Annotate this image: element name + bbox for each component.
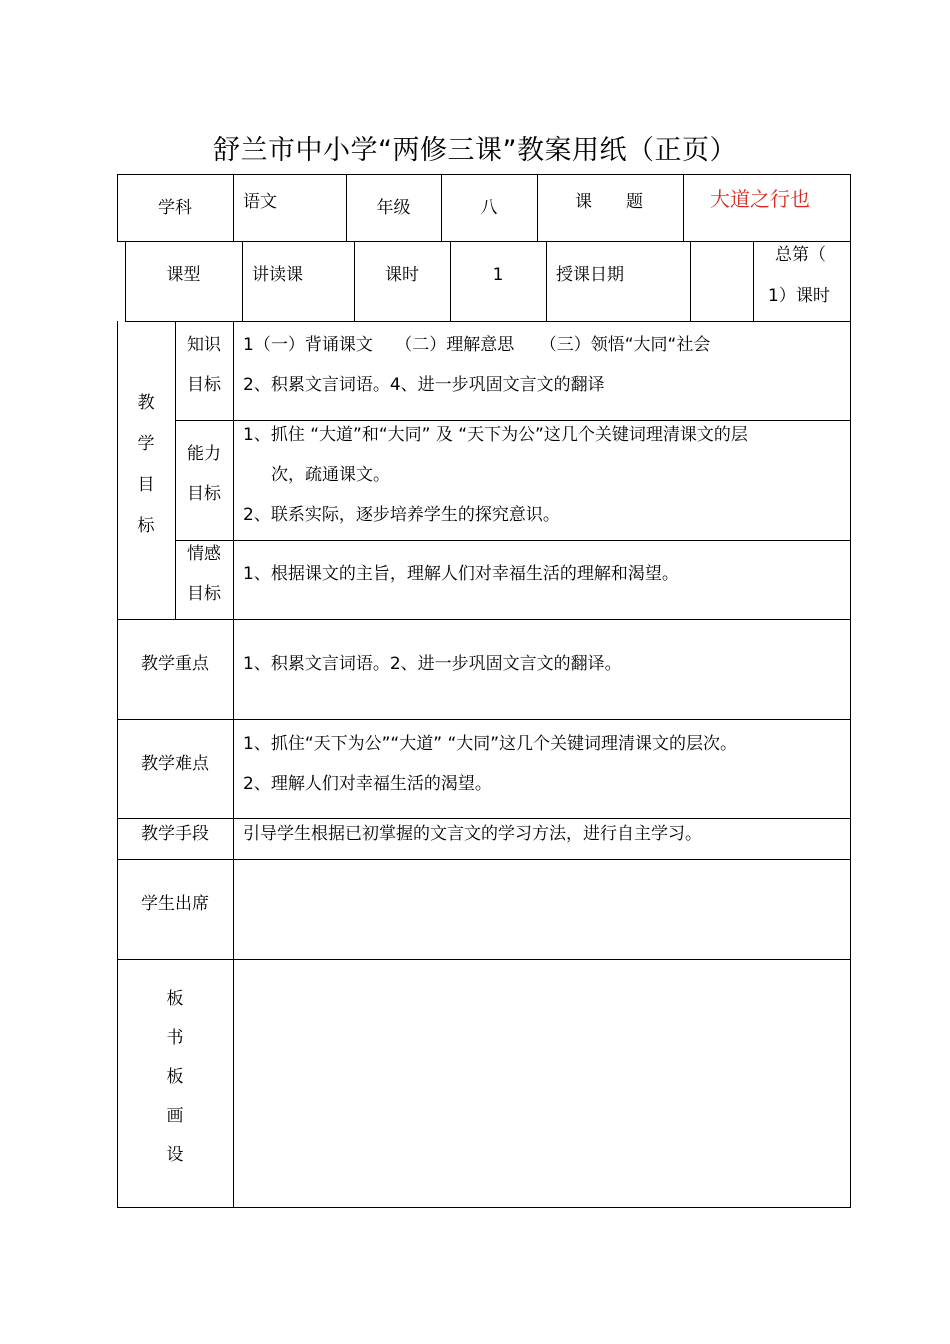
topic-value: 大道之行也 [710, 187, 810, 211]
attendance-label: 学生出席 [141, 894, 209, 914]
topic-label: 课 题 [575, 192, 643, 212]
type-value: 讲读课 [252, 265, 303, 285]
ability-label-1: 能力 [187, 444, 221, 464]
board-design-area [234, 960, 850, 1207]
methods-text: 引导学生根据已初掌握的文言文的学习方法，进行自主学习。 [243, 824, 702, 844]
total-hours-line2: 1）课时 [768, 286, 830, 306]
objectives-label: 教 学 目 标 [137, 393, 155, 536]
emotion-label-1: 情感 [187, 544, 221, 564]
ability-label-2: 目标 [187, 484, 221, 504]
difficulties-label: 教学难点 [141, 754, 209, 774]
knowledge-label-2: 目标 [187, 375, 221, 395]
grade-label: 年级 [376, 198, 411, 218]
knowledge-line-1: 1（一）背诵课文 （二）理解意思 （三）领悟“大同“社会 [243, 335, 711, 355]
ability-line-2: 次，疏通课文。 [271, 465, 390, 485]
ability-line-1: 1、抓住 “大道”和“大同” 及 “天下为公”这几个关键词理清课文的层 [243, 425, 748, 445]
hours-value: 1 [492, 265, 504, 285]
subject-value: 语文 [243, 192, 277, 212]
knowledge-label-1: 知识 [187, 335, 221, 355]
subject-label: 学科 [158, 198, 192, 218]
date-label: 授课日期 [556, 265, 624, 285]
methods-label: 教学手段 [141, 824, 209, 844]
type-label: 课型 [166, 265, 201, 285]
difficulties-line-2: 2、理解人们对幸福生活的渴望。 [243, 774, 492, 794]
knowledge-line-2: 2、积累文言词语。4、进一步巩固文言文的翻译 [243, 375, 605, 395]
emotion-label-2: 目标 [187, 584, 221, 604]
ability-line-3: 2、联系实际，逐步培养学生的探究意识。 [243, 505, 560, 525]
key-points-text: 1、积累文言词语。2、进一步巩固文言文的翻译。 [243, 654, 622, 674]
hours-label: 课时 [385, 265, 419, 285]
difficulties-line-1: 1、抓住“天下为公”“大道” “大同”这几个关键词理清课文的层次。 [243, 734, 738, 754]
grade-value: 八 [480, 198, 498, 218]
page-title: 舒兰市中小学“两修三课”教案用纸（正页） [213, 135, 737, 166]
total-hours-line1: 总第（ [775, 245, 826, 265]
board-design-label: 板 书 板 画 设 [166, 989, 184, 1165]
emotion-line-1: 1、根据课文的主旨，理解人们对幸福生活的理解和渴望。 [243, 564, 679, 584]
key-points-label: 教学重点 [141, 654, 209, 674]
